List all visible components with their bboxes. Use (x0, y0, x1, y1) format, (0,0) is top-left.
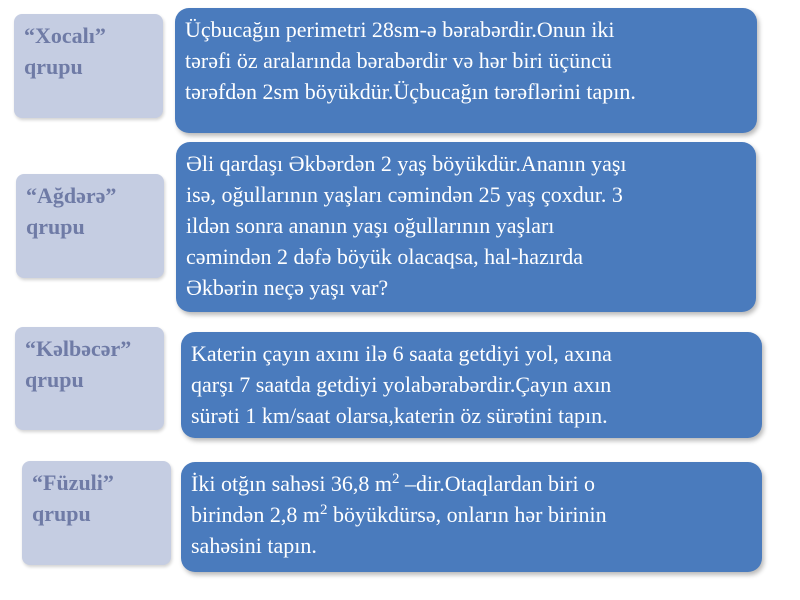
group-suffix: qrupu (24, 54, 83, 79)
superscript: 2 (319, 502, 328, 518)
task-text-line: qarşı 7 saatda getdiyi yolabərabərdir.Çayın axın (191, 372, 612, 397)
task-text-part: –dir.Otaqlardan biri o (399, 471, 596, 496)
group-name: “Kəlbəcər” (25, 336, 132, 361)
group-label-kelbecer (15, 327, 164, 430)
task-text-line: ildən sonra ananın yaşı oğullarının yaşları (186, 213, 555, 238)
task-text-line: Əli qardaşı Əkbərdən 2 yaş böyükdür.Ananın yaşı (186, 151, 627, 176)
task-text-line: sahəsini tapın. (191, 533, 317, 558)
group-label-xocali (14, 14, 163, 118)
task-text-line: Katerin çayın axını ilə 6 saata getdiyi yol, axına (191, 341, 612, 366)
group-name: “Ağdərə” (26, 183, 117, 208)
task-text-line: tərəfi öz aralarında bərabərdir və hər biri üçüncü (185, 48, 612, 73)
task-text-line: Əkbərin neçə yaşı var? (186, 275, 389, 300)
task-box-xocali (175, 8, 757, 133)
task-text-line: cəmindən 2 dəfə böyük olacaqsa, hal-hazırda (186, 244, 584, 269)
group-label-fuzuli (22, 461, 171, 565)
task-text-line (191, 468, 752, 499)
superscript: 2 (392, 471, 400, 487)
group-suffix: qrupu (25, 367, 84, 392)
task-box-fuzuli (181, 462, 762, 572)
task-box-agdere (176, 142, 756, 312)
group-suffix: qrupu (26, 214, 85, 239)
task-text-line: Üçbucağın perimetri 28sm-ə bərabərdir.Onun iki (185, 17, 615, 42)
task-text-line (191, 499, 752, 530)
task-text-part: İki otğın sahəsi 36,8 m (191, 471, 393, 496)
task-text-part: böyükdürsə, onların hər birinin (327, 502, 607, 527)
group-label-agdere (16, 174, 164, 278)
group-name: “Xocalı” (24, 23, 106, 48)
task-text-line: tərəfdən 2sm böyükdür.Üçbucağın tərəflərini tapın. (185, 79, 636, 104)
task-text-line: isə, oğullarının yaşları cəmindən 25 yaş çoxdur. 3 (186, 182, 623, 207)
task-text-part: birindən 2,8 m (191, 502, 320, 527)
task-text-line: sürəti 1 km/saat olarsa,katerin öz sürətini tapın. (191, 403, 608, 428)
task-box-kelbecer (181, 332, 762, 438)
group-name: “Füzuli” (32, 470, 114, 495)
group-suffix: qrupu (32, 501, 91, 526)
